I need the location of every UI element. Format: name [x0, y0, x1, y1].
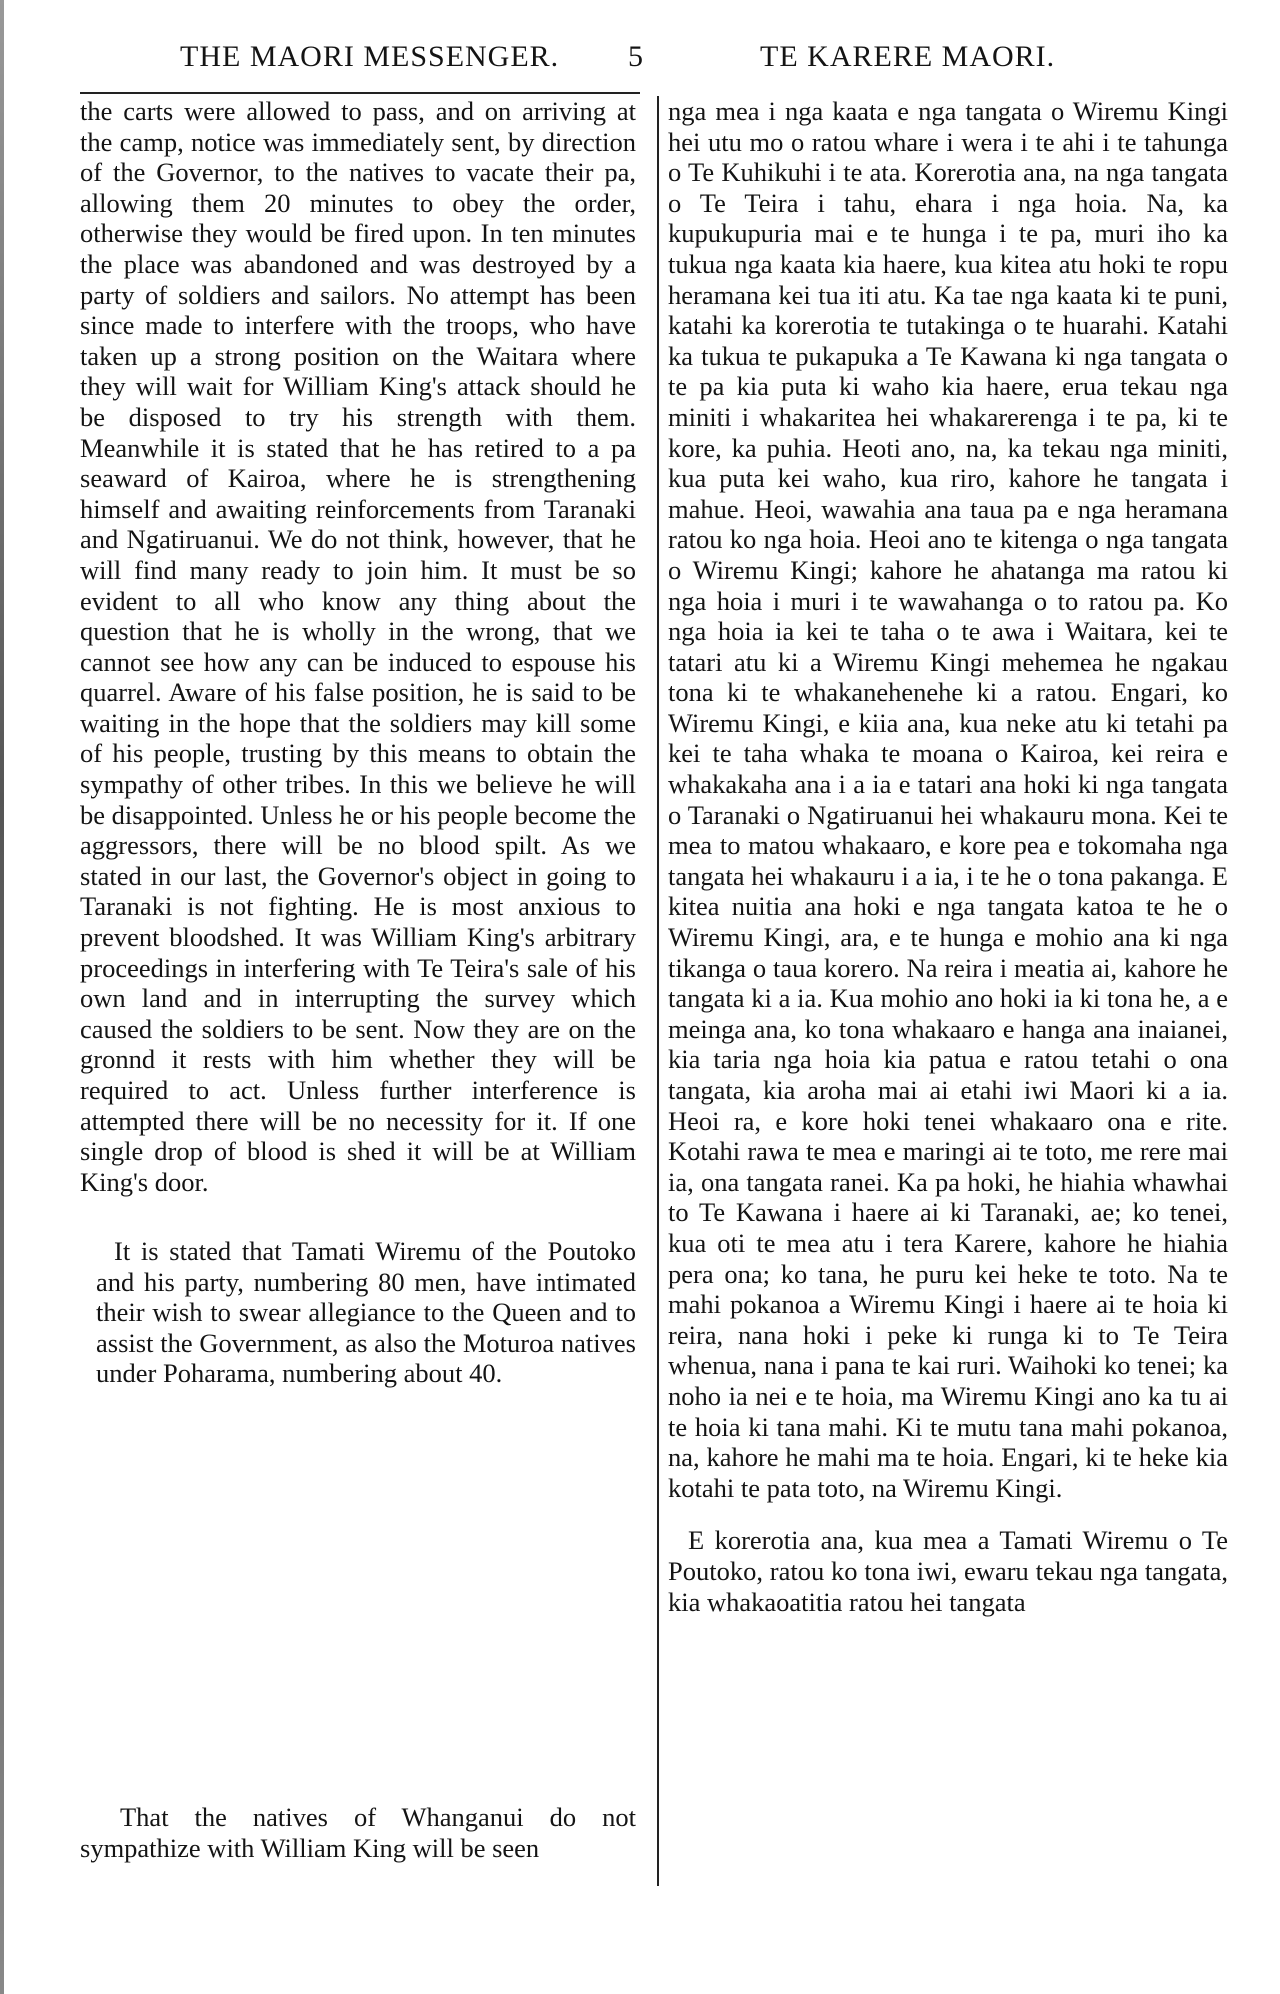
page-header	[0, 24, 1280, 74]
english-column	[80, 96, 636, 1863]
english-article-waitara: the carts were allowed to pass, and on arriving at the camp, notice was immediately sent, by direction of the Governor, to the natives to vacate their pa, allowing them 20 minutes to obey the order, otherwise they would be fired upon. In ten minutes the place was abandoned and was destroyed by a party of soldiers and sailors. No attempt has been since made to interfere with the troops, who have taken up a strong position on the Waitara where they will wait for William King's attack should he be disposed to try his strength with them. Meanwhile it is stated that he has retired to a pa seaward of Kairoa, where he is strengthening himself and awaiting reinforcements from Taranaki and Ngatiruanui. We do not think, however, that he will find many ready to join him. It must be so evident to all who know any thing about the question that he is wholly in the wrong, that we cannot see how any can be induced to espouse his quarrel. Aware of his false position, he is said to be waiting in the hope that the soldiers may kill some of his people, trusting by this means to obtain the sympathy of other tribes. In this we believe he will be disappointed. Unless he or his people become the aggressors, there will be no blood spilt. As we stated in our last, the Governor's object in going to Taranaki is not fighting. He is most anxious to prevent bloodshed. It was William King's arbitrary proceedings in interfering with Te Teira's sale of his own land and in interrupting the survey which caused the soldiers to be sent. Now they are on the gronnd it rests with him whether they will be required to act. Unless further interference is attempted there will be no necessity for it. If one single drop of blood is shed it will be at William King's door.	[80, 96, 636, 1197]
english-article-whanganui: That the natives of Whanganui do not sympathize with William King will be seen	[80, 1802, 636, 1863]
header-rule	[80, 92, 640, 94]
english-article-poutoko: It is stated that Tamati Wiremu of the Poutoko and his party, numbering 80 men, have intimated their wish to swear allegiance to the Queen and to assist the Government, as also the Moturoa natives under Poharama, numbering about 40.	[96, 1236, 636, 1389]
column-divider	[657, 96, 659, 1886]
maori-article-poutoko: E korerotia ana, kua mea a Tamati Wiremu o Te Poutoko, ratou ko tona iwi, ewaru tekau nga tangata, kia whakaoatitia ratou hei tangata	[668, 1525, 1228, 1617]
maori-article-waitara: nga mea i nga kaata e nga tangata o Wiremu Kingi hei utu mo o ratou whare i wera i te ahi i te tahunga o Te Kuhikuhi i te ata. Korerotia ana, na nga tangata o Te Teira i tahu, ehara i nga hoia. Na, ka kupukupuria mai e te hunga i te pa, muri iho ka tukua nga kaata kia haere, kua kitea atu hoki te ropu heramana kei tua iti atu. Ka tae nga kaata ki te puni, katahi ka korerotia te tutakinga o te huarahi. Katahi ka tukua te pukapuka a Te Kawana ki nga tangata o te pa kia puta ki waho kia haere, erua tekau nga miniti i whakaritea hei whakarerenga i te pa, ki te kore, ka puhia. Heoti ano, na, ka tekau nga miniti, kua puta kei waho, kua riro, kahore he tangata i mahue. Heoi, wawahia ana taua pa e nga heramana ratou ko nga hoia. Heoi ano te kitenga o nga tangata o Wiremu Kingi; kahore he ahatanga ma ratou ki nga hoia i muri i te wawahanga o to ratou pa. Ko nga hoia ia kei te taha o te awa i Waitara, kei te tatari atu ki a Wiremu Kingi mehemea he ngakau tona ki te whakanehenehe ki a ratou. Engari, ko Wiremu Kingi, e kiia ana, kua neke atu ki tetahi pa kei te taha whaka te moana o Kairoa, kei reira e whakakaha ana i a ia e tatari ana hoki ki nga tangata o Taranaki o Ngatiruanui hei whakauru mona. Kei te mea to matou whakaaro, e kore pea e tokomaha nga tangata hei whakauru i a ia, i te he o tona pakanga. E kitea nuitia ana hoki e nga tangata katoa te he o Wiremu Kingi, ara, e te hunga e mohio ana ki nga tikanga o taua korero. Na reira i meatia ai, kahore he tangata ki a ia. Kua mohio ano hoki ia ki tona he, a e meinga ana, ko tona whakaaro e hanga ana inaianei, kia taria nga hoia kia patua e ratou tetahi o ona tangata, kia aroha mai ai etahi iwi Maori ki a ia. Heoi ra, e kore hoki tenei whakaaro ona e rite. Kotahi rawa te mea e maringi ai te toto, me rere mai ia, ona tangata ranei. Ka pa hoki, he hiahia whawhai to Te Kawana i haere ai ki Taranaki, ae; ko tenei, kua oti te mea atu i tera Karere, kahore he hiahia pera ona; ko tana, he puru kei heke te toto. Na te mahi pokanoa a Wiremu Kingi i haere ai te hoia ki reira, nana hoki i peke ki runga ki to Te Teira whenua, nana i pana te kai ruri. Waihoki ko tenei; ka noho ia nei e te hoia, ma Wiremu Kingi ano ka tu ai te hoia ki tana mahi. Ki te mutu tana mahi pokanoa, na, kahore he mahi ma te hoia. Engari, ki te heke kia kotahi te pata toto, na Wiremu Kingi.	[668, 96, 1228, 1503]
maori-column	[668, 96, 1228, 1617]
page-edge-shadow	[0, 0, 4, 1994]
page-number: 5	[628, 40, 644, 73]
header-maori-title: TE KARERE MAORI.	[760, 40, 1056, 73]
header-english-title: THE MAORI MESSENGER.	[180, 40, 560, 73]
